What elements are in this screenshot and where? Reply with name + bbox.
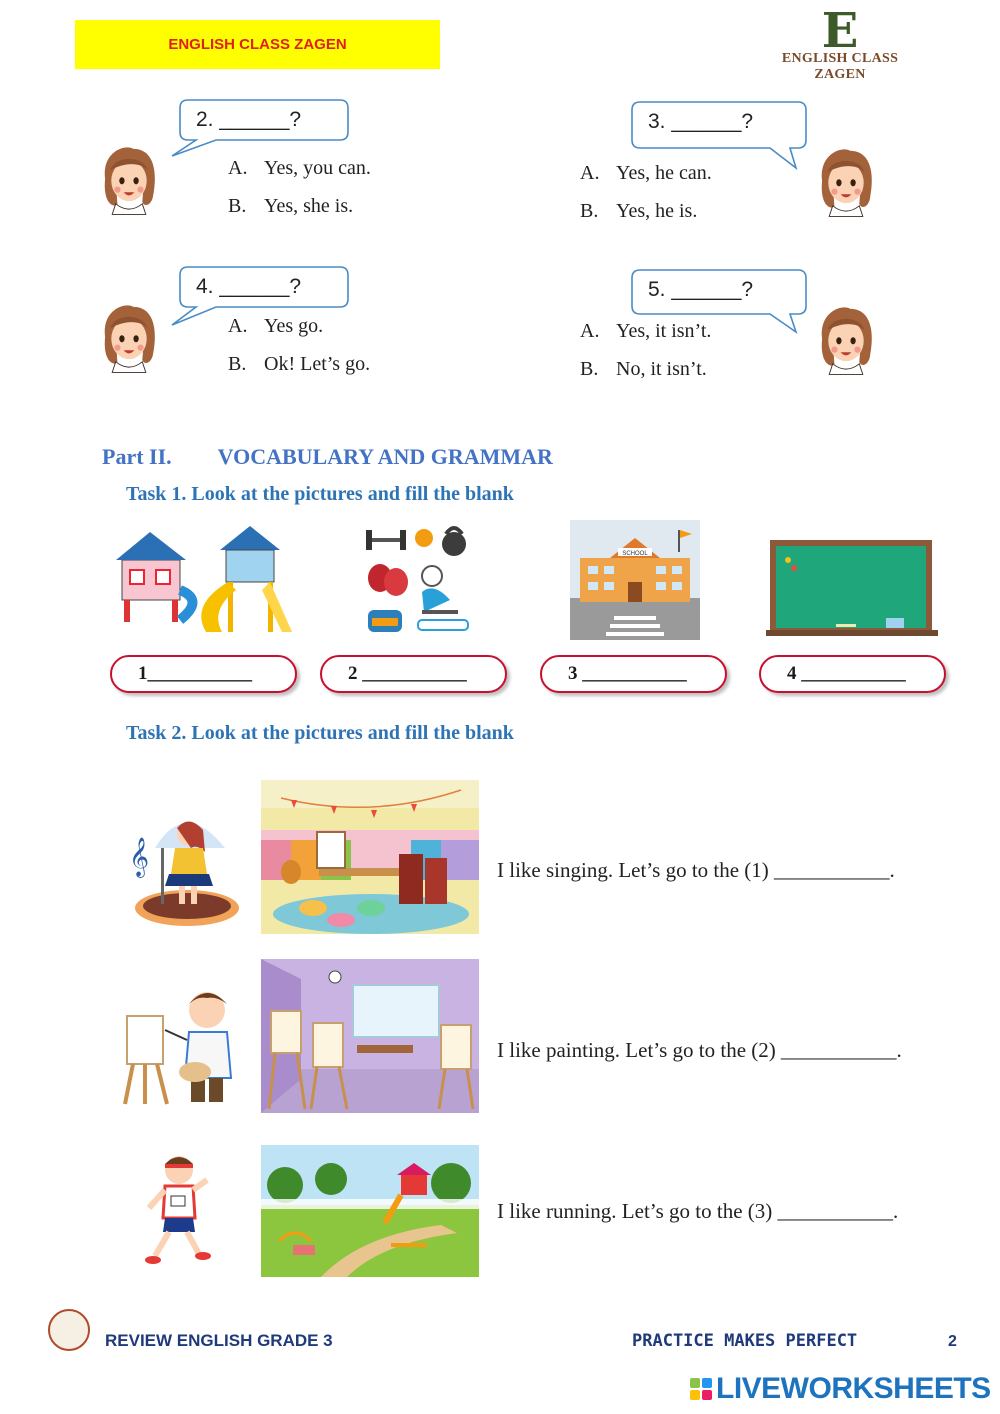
school-seal-logo: [48, 1309, 90, 1351]
expander-icon: [418, 620, 468, 630]
boxing-gloves-icon: [368, 564, 408, 596]
svg-text:𝄞: 𝄞: [129, 837, 150, 877]
sentence-2: I like painting. Let’s go to the (2) ___________.: [497, 1038, 902, 1062]
slide-icon: [201, 526, 292, 632]
exercise-bike-icon: [422, 566, 458, 614]
answer-field-2[interactable]: 2 ___________: [320, 655, 507, 693]
header-banner-text: ENGLISH CLASS ZAGEN: [168, 36, 347, 53]
liveworksheets-logo[interactable]: [690, 1372, 991, 1406]
singing-girl-picture: [125, 808, 243, 928]
running-boy-picture: [143, 1152, 213, 1270]
page-number: 2: [948, 1333, 957, 1350]
gym-equipment-picture: [362, 522, 472, 638]
answer-field-1[interactable]: 1___________: [110, 655, 297, 693]
blackboard-picture: [766, 538, 938, 640]
school-sign-text: SCHOOL: [622, 551, 648, 557]
question-text: 5. ______?: [648, 278, 754, 301]
part-2-label: Part II.: [102, 444, 172, 469]
kettlebell-icon: [442, 528, 466, 556]
option-b: B. No, it isn’t.: [580, 358, 707, 380]
answer-field-4[interactable]: 4 ___________: [759, 655, 946, 693]
question-text: 2. ______?: [196, 108, 302, 131]
task-2-title: Task 2. Look at the pictures and fill the blank: [126, 722, 514, 744]
logo-letter: E: [821, 3, 859, 59]
park-picture: [261, 1145, 479, 1277]
painting-boy-picture: [123, 986, 241, 1108]
option-b: B. Yes, she is.: [228, 195, 354, 217]
music-room-picture: [261, 780, 479, 934]
girl-avatar-icon: [815, 300, 877, 378]
ball-icon: [415, 529, 433, 547]
option-a: A. Yes, he can.: [580, 162, 712, 184]
option-b: B. Ok! Let’s go.: [228, 353, 371, 375]
question-text: 3. ______?: [648, 110, 754, 133]
sentence-3: I like running. Let’s go to the (3) ___________.: [497, 1199, 899, 1223]
question-text: 4. ______?: [196, 275, 302, 298]
footer-slogan: PRACTICE MAKES PERFECT: [632, 1331, 858, 1351]
dumbbell-icon: [366, 530, 406, 550]
art-room-picture: [261, 959, 479, 1113]
option-b: B. Yes, he is.: [580, 200, 698, 222]
footer-title: REVIEW ENGLISH GRADE 3: [105, 1331, 333, 1350]
part-2-title: VOCABULARY AND GRAMMAR: [217, 444, 553, 469]
option-a: A. Yes, you can.: [228, 157, 371, 179]
girl-avatar-icon: [98, 140, 160, 218]
gym-bag-icon: [368, 610, 402, 632]
liveworksheets-wordmark: LIVEWORKSHEETS: [716, 1372, 991, 1405]
option-a: A. Yes, it isn’t.: [580, 320, 712, 342]
option-a: A. Yes go.: [228, 315, 324, 337]
playground-picture: [110, 520, 295, 640]
logo-text: ENGLISH CLASS ZAGEN: [781, 51, 899, 82]
playhouse-icon: [116, 532, 193, 622]
brand-logo: [760, 3, 920, 82]
answer-field-3[interactable]: 3 ___________: [540, 655, 727, 693]
sentence-1: I like singing. Let’s go to the (1) ___________.: [497, 858, 895, 882]
girl-avatar-icon: [98, 298, 160, 376]
header-banner: [75, 20, 440, 69]
task-1-title: Task 1. Look at the pictures and fill the blank: [126, 483, 514, 505]
girl-avatar-icon: [815, 142, 877, 220]
liveworksheets-grid-icon: [690, 1378, 712, 1400]
school-picture: [570, 520, 700, 640]
part-2-heading: [102, 444, 553, 470]
